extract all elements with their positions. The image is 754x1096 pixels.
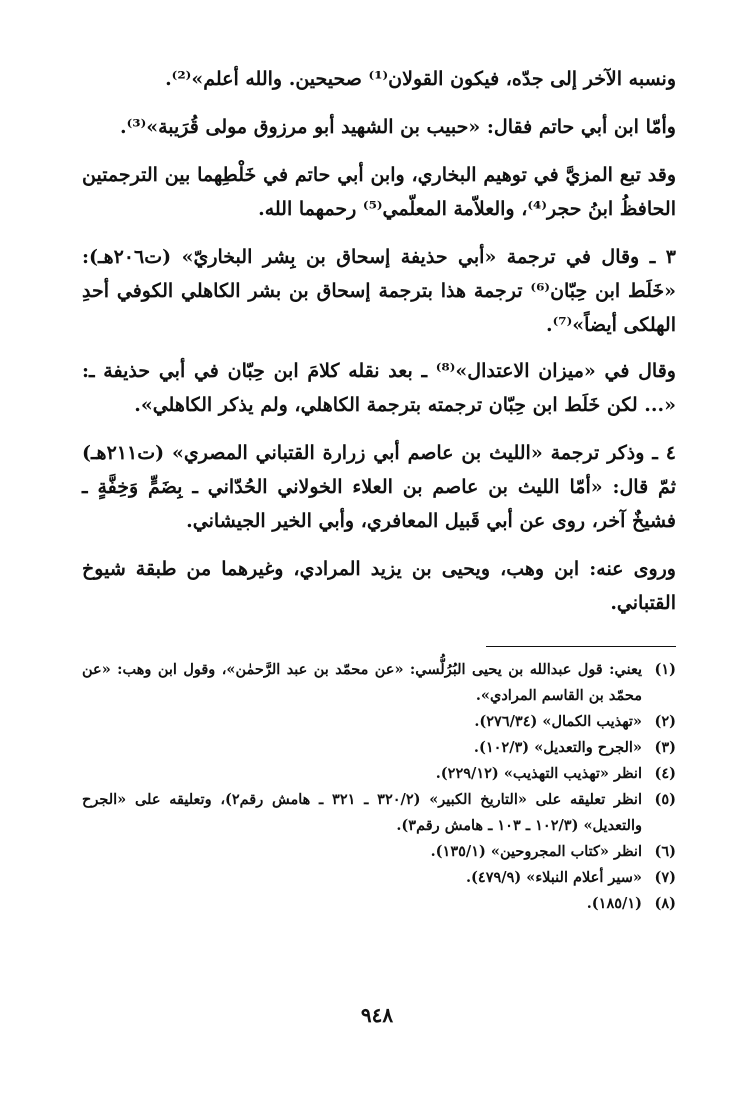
paragraph-2: وأمّا ابن أبي حاتم فقال: «حبيب بن الشهيد أبو مرزوق مولى قُرَيبة»⁽³⁾.	[119, 116, 676, 138]
footnote	[82, 657, 676, 709]
footnote-text: «سير أعلام النبلاء» (٤٧٩/٩).	[465, 869, 642, 886]
paragraph-7: وروى عنه: ابن وهب، ويحيى بن يزيد المرادي، وغيرهما من طبقة شيوخ القتباني.	[82, 558, 676, 614]
paragraph-3: وقد تبع المزيَّ في توهيم البخاري، وابن أبي حاتم في خَلْطِهما بين الترجمتين الحافظُ ابنُ حجر⁽⁴⁾، والعلاّمة المعلّمي⁽⁵⁾ رحمهما الله.	[82, 164, 676, 220]
footnote-text: انظر تعليقه على «التاريخ الكبير» (٣٢٠/٢ ـ ٣٢١ ـ هامش رقم٢)، وتعليقه على «الجرح والتعديل» (١٠٢/٣ ـ ١٠٣ ـ هامش رقم٣).	[82, 791, 642, 834]
footnote-divider	[486, 646, 676, 647]
footnote-text: (١٨٥/١).	[586, 895, 642, 912]
paragraph-5: وقال في «ميزان الاعتدال»⁽⁸⁾ ـ بعد نقله كلامَ ابن حِبّان في أبي حذيفة ـ: «... لكن خَلَط ابن حِبّان ترجمته بترجمة الكاهلي، ولم يذكر الكاهلي».	[82, 360, 676, 416]
page-number: ٩٤٨	[360, 1003, 394, 1027]
footnote-number: (٨)	[654, 895, 676, 912]
paragraph-4: ٣ ـ وقال في ترجمة «أبي حذيفة إسحاق بن بِشر البخاريّ» (ت٢٠٦هـ): «خَلَط ابن حِبّان⁽⁶⁾ ترجمة هذا بترجمة إسحاق بن بشر الكاهلي الكوفي أحدِ الهلكى أيضاً»⁽⁷⁾.	[82, 246, 676, 336]
footnote-number: (٤)	[654, 765, 676, 782]
main-text	[82, 62, 676, 620]
footnote-number: (٧)	[654, 869, 676, 886]
footnote-text: انظر «كتاب المجروحين» (١٣٥/١).	[430, 843, 642, 860]
footnote	[82, 761, 676, 787]
footnote	[82, 735, 676, 761]
footnote	[82, 891, 676, 917]
footnote	[82, 839, 676, 865]
paragraph-1: ونسبه الآخر إلى جدّه، فيكون القولان⁽¹⁾ صحيحين. والله أعلم»⁽²⁾.	[165, 68, 676, 90]
footnote-number: (٦)	[654, 843, 676, 860]
footnote	[82, 865, 676, 891]
paragraph-6: ٤ ـ وذكر ترجمة «الليث بن عاصم أبي زرارة القتباني المصري» (ت٢١١هـ) ثمّ قال: «أمّا الليث بن عاصم بن العلاء الخولاني الحُدّاني ـ بِضَمٍّ وَخِفَّةٍ ـ فشيخٌ آخر، روى عن أبي قَبيل المعافري، وأبي الخير الجيشاني.	[82, 442, 676, 532]
footnote-text: «تهذيب الكمال» (٢٧٦/٣٤).	[474, 713, 642, 730]
footnote-text: «الجرح والتعديل» (١٠٢/٣).	[473, 739, 642, 756]
footnote-number: (٥)	[654, 791, 676, 808]
footnote	[82, 709, 676, 735]
footnote-number: (٣)	[654, 739, 676, 756]
footnote-number: (١)	[654, 661, 676, 678]
footnote	[82, 787, 676, 839]
footnotes	[82, 657, 676, 917]
footnote-text: يعني: قول عبدالله بن يحيى البُرُلُّسي: «عن محمّد بن عبد الرَّحمٰن»، وقول ابن وهب: «عن محمّد بن القاسم المرادي».	[82, 661, 642, 704]
footnote-number: (٢)	[654, 713, 676, 730]
footnote-text: انظر «تهذيب التهذيب» (٢٢٩/١٢).	[435, 765, 642, 782]
